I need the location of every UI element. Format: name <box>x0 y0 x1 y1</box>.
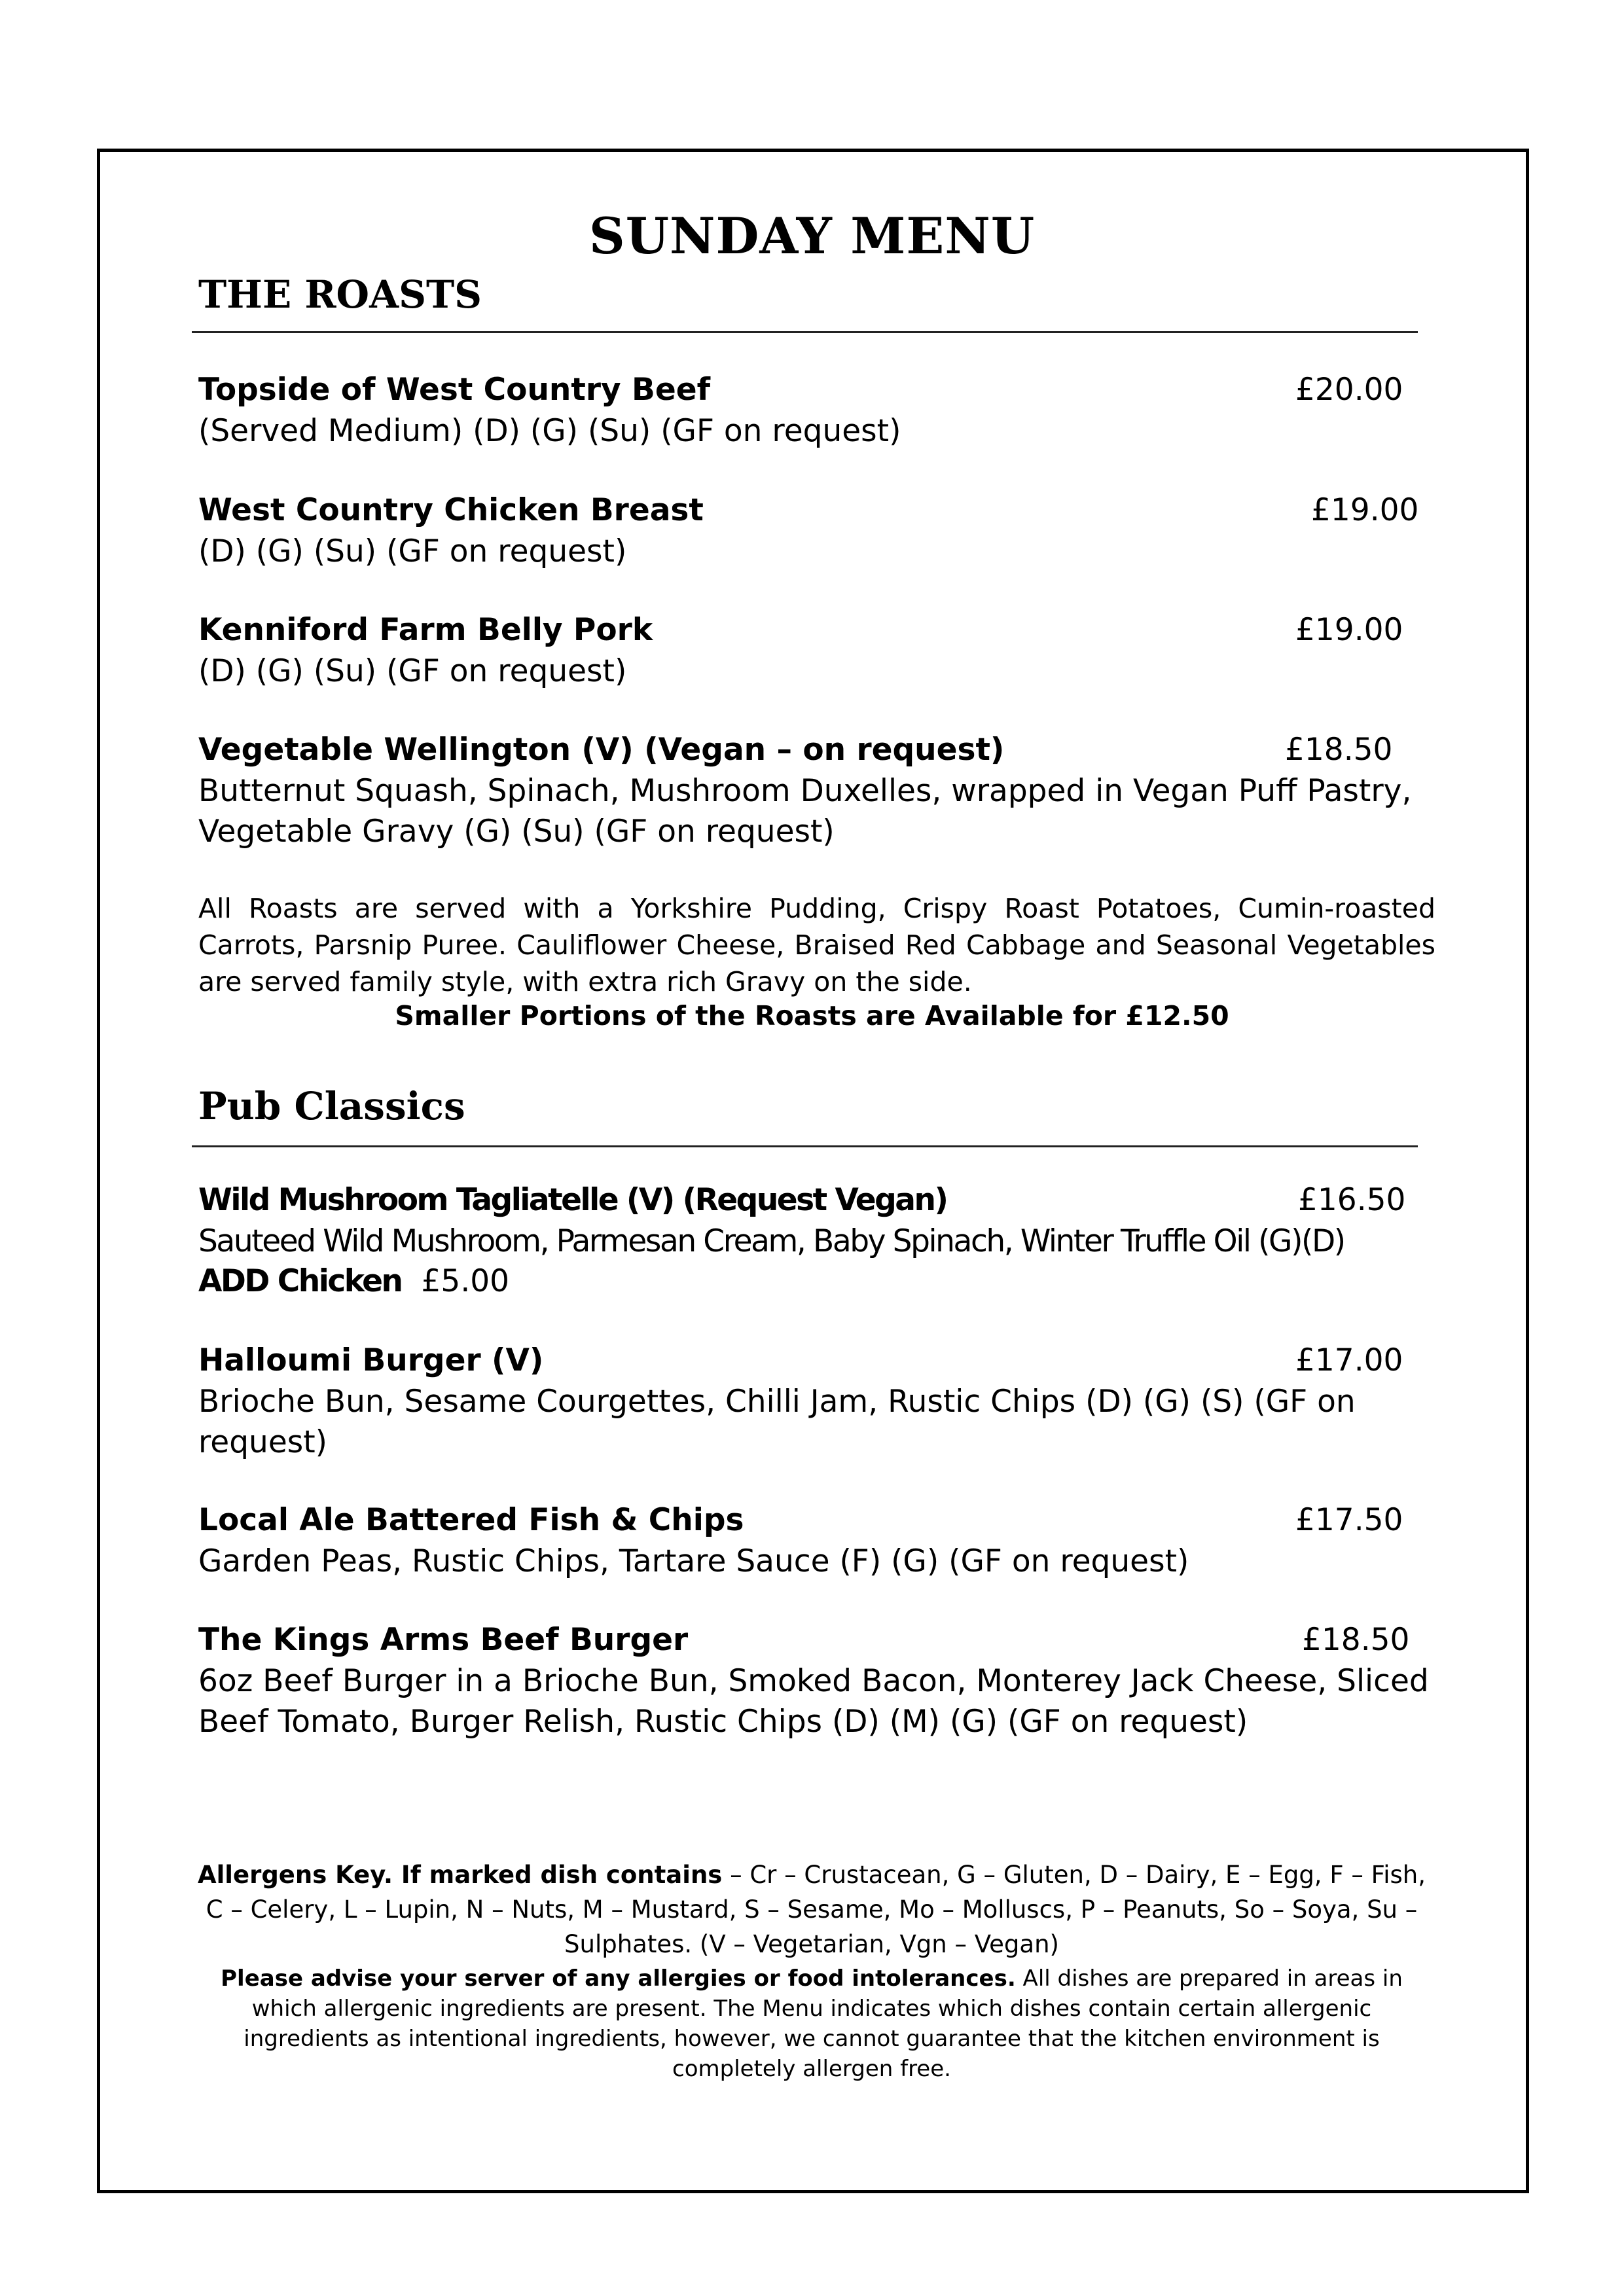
dish-description: Brioche Bun, Sesame Courgettes, Chilli Jam, Rustic Chips (D) (G) (S) (GF on request) <box>198 1384 1356 1460</box>
allergens-key-text: – Cr – Crustacean, G – Gluten, D – Dairy, E – Egg, F – Fish, C – Celery, L – Lupin, N – Nuts, M – Mustard, S – Sesame, Mo – Molluscs, P – Peanuts, So – Soya, Su – Sulphates. (V – Vegetarian, Vgn – Vegan) <box>206 1861 1426 1958</box>
dish-name: Local Ale Battered Fish & Chips <box>198 1502 744 1538</box>
allergy-advice <box>196 1964 1427 2084</box>
pub-classics-heading: Pub Classics <box>198 1084 465 1128</box>
allergy-advice-label: Please advise your server of any allergies or food intolerances. <box>221 1965 1016 1992</box>
add-on-label: ADD Chicken <box>198 1263 402 1299</box>
dish-price: £19.00 <box>1295 612 1403 648</box>
pub-classics-divider <box>192 1145 1418 1147</box>
dish-price: £19.00 <box>1311 492 1419 528</box>
allergens-key-label: Allergens Key. If marked dish contains <box>197 1861 723 1889</box>
dish-name: Wild Mushroom Tagliatelle (V) (Request Vegan) <box>198 1182 947 1218</box>
dish-price: £17.50 <box>1295 1502 1403 1538</box>
dish-name: Kenniford Farm Belly Pork <box>198 612 653 648</box>
dish-description: (D) (G) (Su) (GF on request) <box>198 533 627 569</box>
add-on-line <box>198 1263 509 1299</box>
smaller-portions-note: Smaller Portions of the Roasts are Available for £12.50 <box>395 1000 1229 1031</box>
dish-price: £17.00 <box>1295 1342 1403 1378</box>
dish-description: (Served Medium) (D) (G) (Su) (GF on request) <box>198 413 901 449</box>
dish-description: 6oz Beef Burger in a Brioche Bun, Smoked Bacon, Monterey Jack Cheese, Sliced Beef Tomato, Burger Relish, Rustic Chips (D) (M) (G) (GF on request) <box>198 1663 1429 1740</box>
dish-description: Butternut Squash, Spinach, Mushroom Duxelles, wrapped in Vegan Puff Pastry, Vegetable Gravy (G) (Su) (GF on request) <box>198 773 1412 850</box>
dish-name: Vegetable Wellington (V) (Vegan – on request) <box>198 732 1005 768</box>
page-title: SUNDAY MENU <box>588 207 1036 265</box>
dish-description: Sauteed Wild Mushroom, Parmesan Cream, Baby Spinach, Winter Truffle Oil (G)(D) <box>198 1223 1344 1259</box>
dish-name: West Country Chicken Breast <box>198 492 704 528</box>
roasts-accompaniments-note: All Roasts are served with a Yorkshire Pudding, Crispy Roast Potatoes, Cumin-roasted Carrots, Parsnip Puree. Cauliflower Cheese, Braised Red Cabbage and Seasonal Vegetables are served family style, with extra rich Gravy on the side. <box>198 893 1435 997</box>
add-on-price: £5.00 <box>421 1263 510 1299</box>
allergens-key <box>196 1857 1427 1962</box>
roasts-heading: THE ROASTS <box>198 272 482 317</box>
dish-price: £20.00 <box>1295 372 1403 408</box>
roasts-divider <box>192 331 1418 333</box>
dish-name: Halloumi Burger (V) <box>198 1342 544 1378</box>
dish-name: Topside of West Country Beef <box>198 372 711 408</box>
dish-name: The Kings Arms Beef Burger <box>198 1622 689 1658</box>
dish-price: £16.50 <box>1298 1182 1406 1218</box>
dish-description: (D) (G) (Su) (GF on request) <box>198 653 627 689</box>
dish-price: £18.50 <box>1285 732 1393 768</box>
allergy-advice-text: All dishes are prepared in areas in which allergenic ingredients are present. The Menu indicates which dishes contain certain allergenic ingredients as intentional ingredients, however, we cannot guarantee that the kitchen environment is completely allergen free. <box>244 1965 1403 2082</box>
dish-description: Garden Peas, Rustic Chips, Tartare Sauce (F) (G) (GF on request) <box>198 1543 1189 1579</box>
dish-price: £18.50 <box>1302 1622 1410 1658</box>
